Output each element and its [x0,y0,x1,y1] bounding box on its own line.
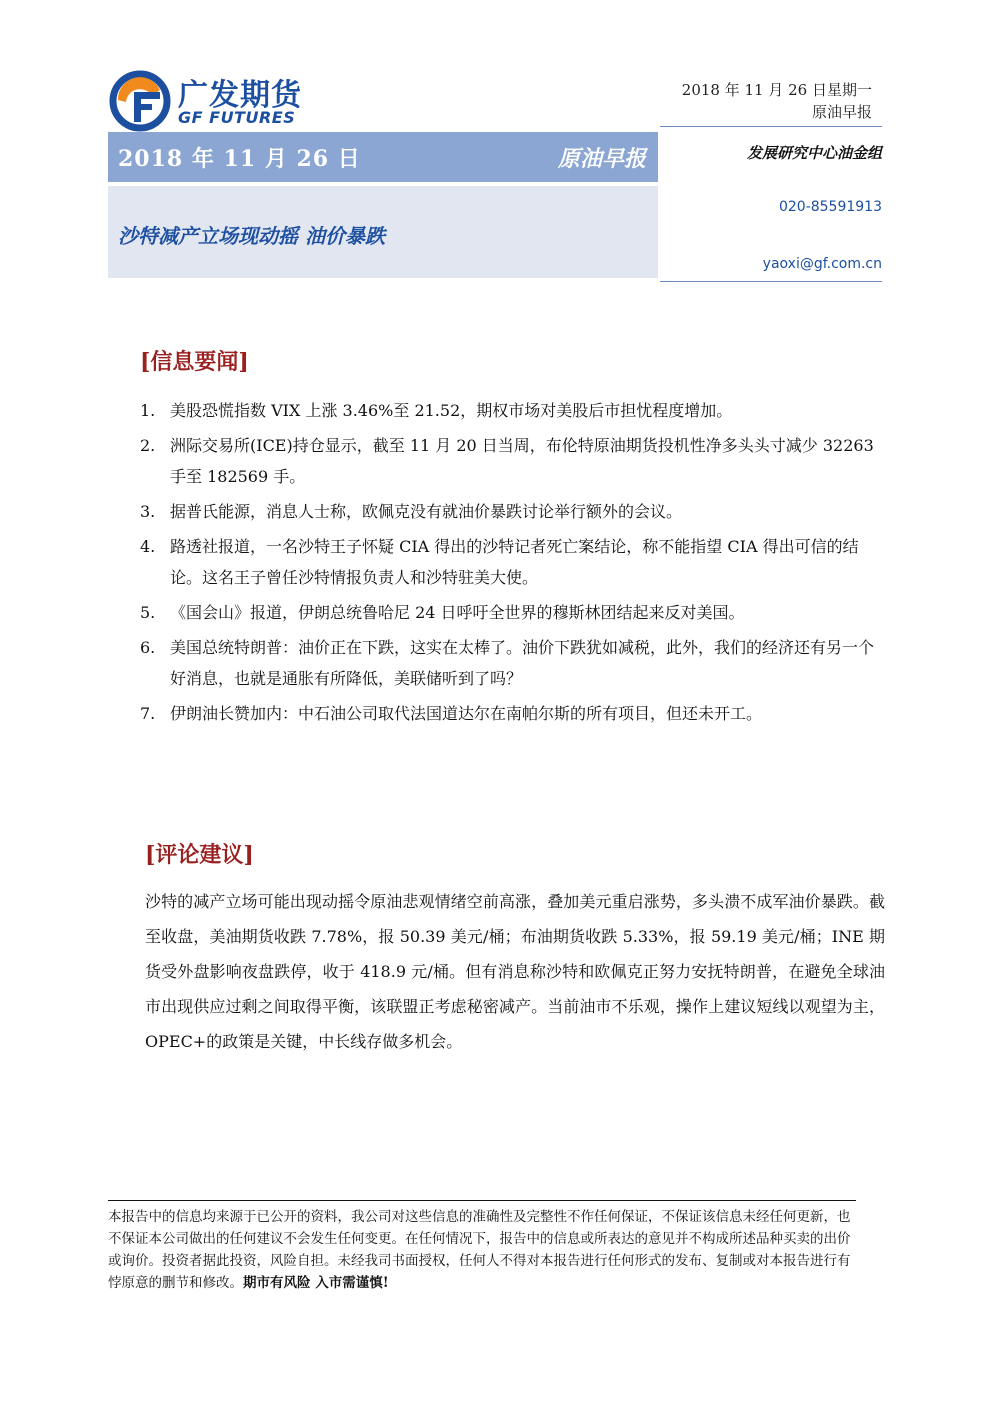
news-list [140,395,885,733]
news-item-number: 6. [140,638,156,657]
news-item-text: 据普氏能源，消息人士称，欧佩克没有就油价暴跌讨论举行额外的会议。 [170,502,683,521]
title-banner [108,132,658,182]
header-report-type: 原油早报 [811,103,872,121]
news-item-text: 洲际交易所(ICE)持仓显示，截至 11 月 20 日当周，布伦特原油期货投机性净多头头寸减少 32263 手至 182569 手。 [170,436,874,486]
logo-text-cn: 广发期货 [178,78,302,113]
news-item [140,632,885,694]
contact-divider [660,281,882,282]
news-item-text: 《国会山》报道，伊朗总统鲁哈尼 24 日呼吁全世界的穆斯林团结起来反对美国。 [170,603,745,622]
gf-logo-icon [108,70,172,132]
news-item-text: 美股恐慌指数 VIX 上涨 3.46%至 21.52，期权市场对美股后市担忧程度增加。 [170,401,733,420]
company-logo [108,66,368,136]
news-item-number: 1. [140,401,156,420]
disclaimer-text: 本报告中的信息均来源于已公开的资料，我公司对这些信息的准确性及完整性不作任何保证，不保证该信息未经任何更新，也不保证本公司做出的任何建议不会发生任何变更。在任何情况下，报告中的信息或所表达的意见并不构成所述品种买卖的出价或询价。投资者据此投资，风险自担。未经我司书面授权，任何人不得对本报告进行任何形式的发布、复制或对本报告进行有悖原意的删节和修改。 [108,1209,851,1291]
news-item-number: 4. [140,537,156,556]
contact-phone: 020-85591913 [778,199,882,215]
comment-section-heading: [评论建议] [145,842,254,868]
news-item [140,430,885,492]
news-item [140,531,885,593]
news-item-number: 2. [140,436,156,455]
news-item [140,395,885,426]
news-section-heading: [信息要闻] [140,349,249,375]
logo-text-en: GF FUTURES [178,108,296,127]
banner-report-type: 原油早报 [557,146,646,172]
department-label: 发展研究中心油金组 [746,144,882,162]
header-date: 2018 年 11 月 26 日星期一 [681,81,872,99]
contact-email[interactable]: yaoxi@gf.com.cn [762,256,882,272]
news-item [140,496,885,527]
news-item-number: 3. [140,502,156,521]
banner-date: 2018 年 11 月 26 日 [118,146,361,172]
comment-body: 沙特的减产立场可能出现动摇令原油悲观情绪空前高涨，叠加美元重启涨势，多头溃不成军油价暴跌。截至收盘，美油期货收跌 7.78%，报 50.39 美元/桶；布油期货收跌 5.33%，报 59.19 美元/桶；INE 期货受外盘影响夜盘跌停，收于 418.9 元/桶。但有消息称沙特和欧佩克正努力安抚特朗普，在避免全球油市出现供应过剩之间取得平衡，该联盟正考虑秘密减产。当前油市不乐观，操作上建议短线以观望为主，OPEC+的政策是关键，中长线存做多机会。 [145,892,885,1051]
news-item-text: 伊朗油长赞加内：中石油公司取代法国道达尔在南帕尔斯的所有项目，但还未开工。 [170,704,763,723]
subtitle-box [108,186,658,278]
news-item [140,698,885,729]
disclaimer [108,1206,858,1294]
news-item-number: 5. [140,603,156,622]
header-divider [660,126,882,127]
risk-warning: 期市有风险 入市需谨慎! [243,1275,389,1291]
disclaimer-divider [108,1200,856,1201]
news-item [140,597,885,628]
news-item-text: 美国总统特朗普：油价正在下跌，这实在太棒了。油价下跌犹如减税，此外，我们的经济还有另一个好消息，也就是通胀有所降低，美联储听到了吗？ [170,638,875,688]
report-subtitle: 沙特减产立场现动摇 油价暴跌 [118,224,385,248]
news-item-text: 路透社报道，一名沙特王子怀疑 CIA 得出的沙特记者死亡案结论，称不能指望 CIA 得出可信的结论。这名王子曾任沙特情报负责人和沙特驻美大使。 [170,537,859,587]
news-item-number: 7. [140,704,156,723]
